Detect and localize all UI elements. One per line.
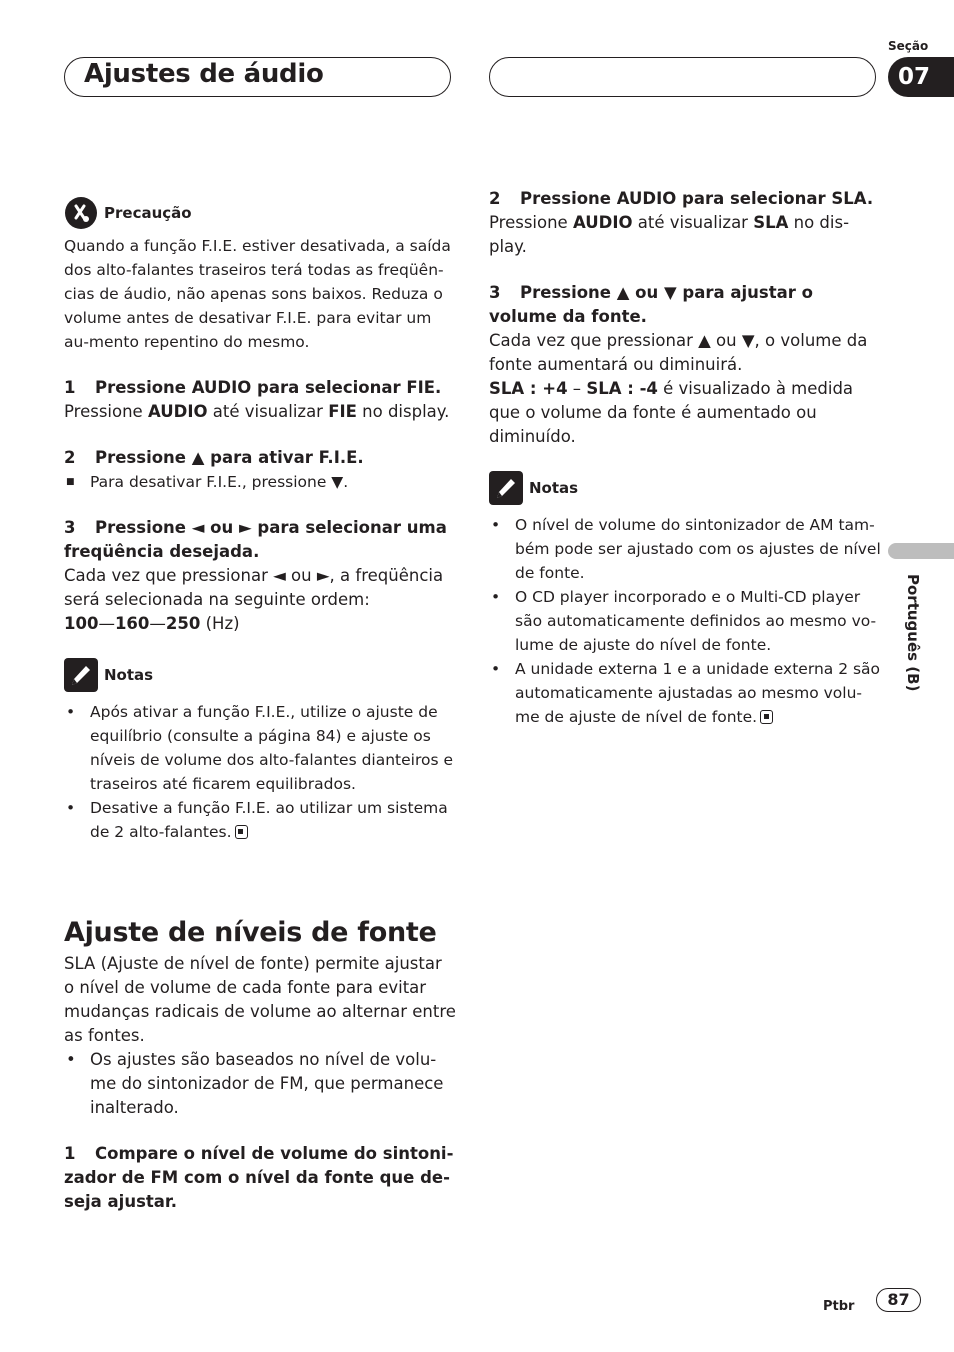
notes-heading xyxy=(64,658,456,692)
sla-step-2-heading: 2 Pressione AUDIO para selecionar SLA. xyxy=(489,189,874,208)
section-number-badge: 07 xyxy=(888,57,954,97)
right-column xyxy=(489,187,881,729)
step-1-body: Pressione AUDIO até visualizar FIE no display. xyxy=(64,402,450,421)
footer-language-code: Ptbr xyxy=(823,1299,855,1314)
notes-label: Notas xyxy=(529,479,579,497)
caution-hand-icon xyxy=(64,196,98,230)
list-item: • Os ajustes são baseados no nível de volu-me do sintonizador de FM, que permanece inalterado. xyxy=(64,1048,456,1120)
notes-list xyxy=(489,513,881,729)
caution-heading xyxy=(64,196,456,230)
caution-text: Quando a função F.I.E. estiver desativada, a saída dos alto-falantes traseiros terá todas as freqüên-cias de áudio, não apenas sons baixos. Reduza o volume antes de desativar F.I.E. para evitar um au-mento repentino do mesmo. xyxy=(64,237,451,351)
sla-step-3-body: Cada vez que pressionar ▲ ou ▼, o volume da fonte aumentará ou diminuirá. xyxy=(489,331,868,374)
section-bullets xyxy=(64,1048,456,1120)
list-item: • Após ativar a função F.I.E., utilize o ajuste de equilíbrio (consulte a página 84) e ajuste os níveis de volume dos alto-falantes dianteiros e traseiros até ficarem equilibrados. xyxy=(64,700,456,796)
section-label: Seção xyxy=(888,39,929,53)
header-empty-frame xyxy=(489,57,876,97)
list-item: • O CD player incorporado e o Multi-CD player são automaticamente definidos ao mesmo vo-lume de ajuste do nível de fonte. xyxy=(489,585,881,657)
left-column xyxy=(64,196,456,1214)
end-mark-icon xyxy=(760,710,773,724)
section-intro: SLA (Ajuste de nível de fonte) permite ajustar o nível de volume de cada fonte para evitar mudanças radicais de volume ao alternar entre as fontes. xyxy=(64,954,456,1045)
sla-step-2-body: Pressione AUDIO até visualizar SLA no dis-play. xyxy=(489,213,850,256)
sla-step-3-heading: 3 Pressione ▲ ou ▼ para ajustar o volume da fonte. xyxy=(489,283,813,326)
notes-pencil-icon xyxy=(64,658,98,692)
notes-pencil-icon xyxy=(489,471,523,505)
side-language-label: Português (B) xyxy=(904,574,922,692)
notes-label: Notas xyxy=(104,666,154,684)
step-2-heading: 2 Pressione ▲ para ativar F.I.E. xyxy=(64,448,364,467)
step-2-list xyxy=(64,470,456,494)
step-3-body: Cada vez que pressionar ◄ ou ►, a freqüência será selecionada na seguinte ordem: xyxy=(64,566,444,609)
sla-range-text: SLA : +4 – SLA : -4 é visualizado à medida que o volume da fonte é aumentado ou diminuído. xyxy=(489,379,854,446)
list-item: • Desative a função F.I.E. ao utilizar um sistema de 2 alto-falantes. xyxy=(64,796,456,844)
list-item: ■ Para desativar F.I.E., pressione ▼. xyxy=(64,470,456,494)
sla-step-1-heading: 1 Compare o nível de volume do sintoni-zador de FM com o nível da fonte que de-seja ajustar. xyxy=(64,1144,454,1211)
frequency-sequence: 100—160—250 (Hz) xyxy=(64,614,240,633)
notes-list xyxy=(64,700,456,844)
page-number: 87 xyxy=(876,1288,921,1312)
step-3-heading: 3 Pressione ◄ ou ► para selecionar uma freqüência desejada. xyxy=(64,518,447,561)
step-1-heading: 1 Pressione AUDIO para selecionar FIE. xyxy=(64,378,442,397)
page-title: Ajustes de áudio xyxy=(84,59,324,89)
list-item: • O nível de volume do sintonizador de AM tam-bém pode ser ajustado com os ajustes de nível de fonte. xyxy=(489,513,881,585)
end-mark-icon xyxy=(235,825,248,839)
side-tab-marker xyxy=(888,543,954,559)
list-item: • A unidade externa 1 e a unidade externa 2 são automaticamente ajustadas ao mesmo volu-me de ajuste de nível de fonte. xyxy=(489,657,881,729)
caution-label: Precaução xyxy=(104,204,192,222)
section-heading: Ajuste de níveis de fonte xyxy=(64,917,437,948)
notes-heading xyxy=(489,471,881,505)
